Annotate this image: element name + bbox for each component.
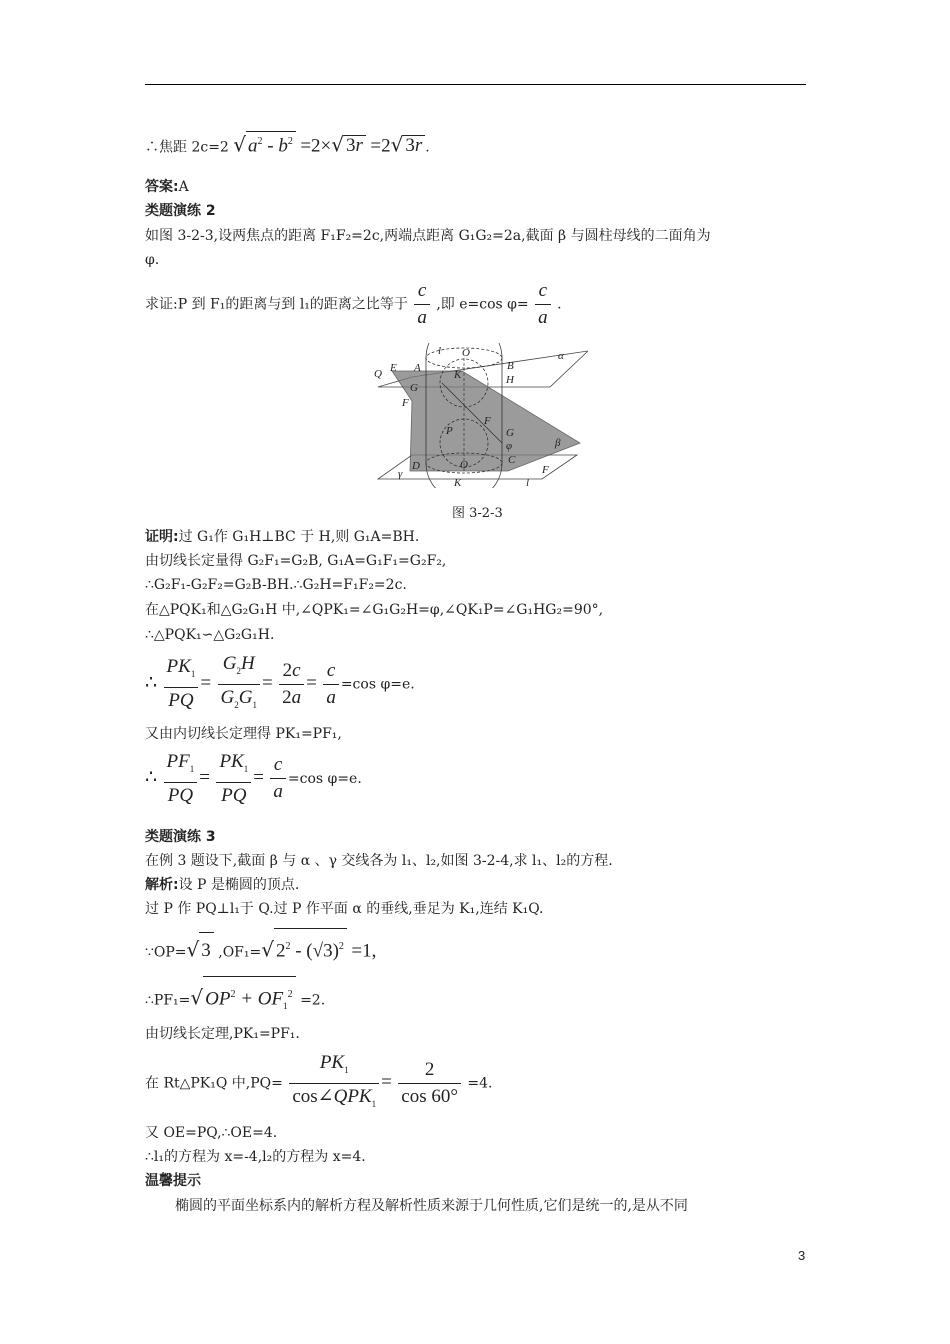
svg-text:γ: γ [398, 468, 403, 480]
analysis-line-3: 由切线长定理,PK₁=PF₁. [145, 1026, 300, 1042]
svg-text:O: O [462, 347, 470, 359]
proof-line-3: ∴G₂F₁-G₂F₂=G₂B-BH.∴G₂H=F₁F₂=2c. [145, 577, 407, 593]
heading-exercise-3: 类题演练 3 [145, 829, 216, 845]
op-of-equation: ∵OP=√ 3 ,OF₁=√ $2^2 - (√3)^2 =1$, [145, 928, 376, 970]
analysis-line-2: 过 P 作 PQ⊥l₁于 Q.过 P 作平面 α 的垂线,垂足为 K₁,连结 K₁Q. [145, 901, 544, 917]
proof-line-4: 在△PQK₁和△G₂G₁H 中,∠QPK₁=∠G₁G₂H=φ,∠QK₁P=∠G₁HG₂=90°, [145, 602, 604, 618]
svg-text:C: C [508, 454, 516, 466]
svg-text:E: E [390, 362, 397, 374]
exercise-3-text: 在例 3 题设下,截面 β 与 α 、γ 交线各为 l₁、l₂,如图 3-2-4,求 l₁、l₂的方程. [145, 853, 613, 869]
analysis-line: 解析:设 P 是椭圆的顶点. [145, 877, 300, 893]
analysis-line-5: ∴l₁的方程为 x=-4,l₂的方程为 x=4. [145, 1149, 366, 1165]
answer-line: 答案:A [145, 179, 189, 195]
proof-line-1: 证明:过 G₁作 G₁H⊥BC 于 H,则 G₁A=BH. [145, 529, 420, 545]
tip-text: 椭圆的平面坐标系内的解析方程及解析性质来源于几何性质,它们是统一的,是从不同 [175, 1198, 688, 1214]
svg-text:B: B [507, 360, 514, 372]
svg-text:P: P [446, 425, 453, 437]
proof-line-6: 又由内切线长定理得 PK₁=PF₁, [145, 726, 342, 742]
svg-text:A: A [414, 362, 421, 374]
svg-text:O: O [460, 459, 468, 471]
svg-text:G: G [506, 427, 514, 439]
svg-text:F: F [542, 464, 549, 476]
svg-text:Q: Q [374, 368, 382, 380]
exercise-2-text-b: φ. [145, 252, 160, 268]
ratio-equation-1: ∴ $\frac{PK_1}{PQ}$ = $\frac{G_2H}{G_2G_1}$ = $\frac{2c}{2a}$ = $\frac{c}{a}$ =cos φ=e. [145, 653, 415, 712]
exercise-2-claim: 求证:P 到 F₁的距离与到 l₁的距离之比等于 $\frac{c}{a}$ ,即 e=cos φ= $\frac{c}{a}$ . [145, 280, 562, 328]
heading-exercise-2: 类题演练 2 [145, 203, 216, 219]
svg-text:F: F [484, 415, 491, 427]
pf-equation: ∴PF₁=√ $OP^2 + OF_1^2 =2$. [145, 976, 325, 1024]
exercise-2-text-a: 如图 3-2-3,设两焦点的距离 F₁F₂=2c,两端点距离 G₁G₂=2a,截面 β 与圆柱母线的二面角为 [145, 228, 711, 244]
page-number: 3 [798, 1248, 806, 1263]
figure-cylinder-section [372, 343, 588, 488]
svg-text:K: K [454, 369, 462, 381]
svg-text:D: D [412, 460, 420, 472]
pq-equation: 在 Rt△PK₁Q 中,PQ= $\frac{PK_1}{\cos\angle QPK_1}$ = $\frac{2}{\cos 60^\circ}$ =4. [145, 1052, 493, 1109]
focal-distance-line: ∴焦距 2c=2 √ $a^2 - b^2 =2\times√$ 3r =2√ 3r . [145, 132, 430, 157]
svg-text:H: H [506, 374, 514, 386]
proof-line-5: ∴△PQK₁∽△G₂G₁H. [145, 627, 275, 643]
svg-text:β: β [555, 437, 561, 449]
proof-line-2: 由切线长定量得 G₂F₁=G₂B, G₁A=G₁F₁=G₂F₂, [145, 553, 447, 569]
svg-text:l: l [526, 477, 530, 488]
tip-heading: 温馨提示 [145, 1173, 201, 1189]
svg-text:G: G [410, 382, 418, 394]
svg-text:K: K [454, 477, 462, 488]
header-rule [145, 84, 806, 85]
analysis-line-4: 又 OE=PQ,∴OE=4. [145, 1125, 278, 1141]
svg-text:F: F [402, 397, 409, 409]
svg-text:α: α [558, 350, 564, 362]
svg-text:φ: φ [506, 440, 513, 452]
svg-text:l: l [438, 345, 442, 357]
ratio-equation-2: ∴ $\frac{PF_1}{PQ}$ = $\frac{PK_1}{PQ}$ = $\frac{c}{a}$ =cos φ=e. [145, 751, 362, 806]
figure-caption: 图 3-2-3 [452, 506, 503, 521]
